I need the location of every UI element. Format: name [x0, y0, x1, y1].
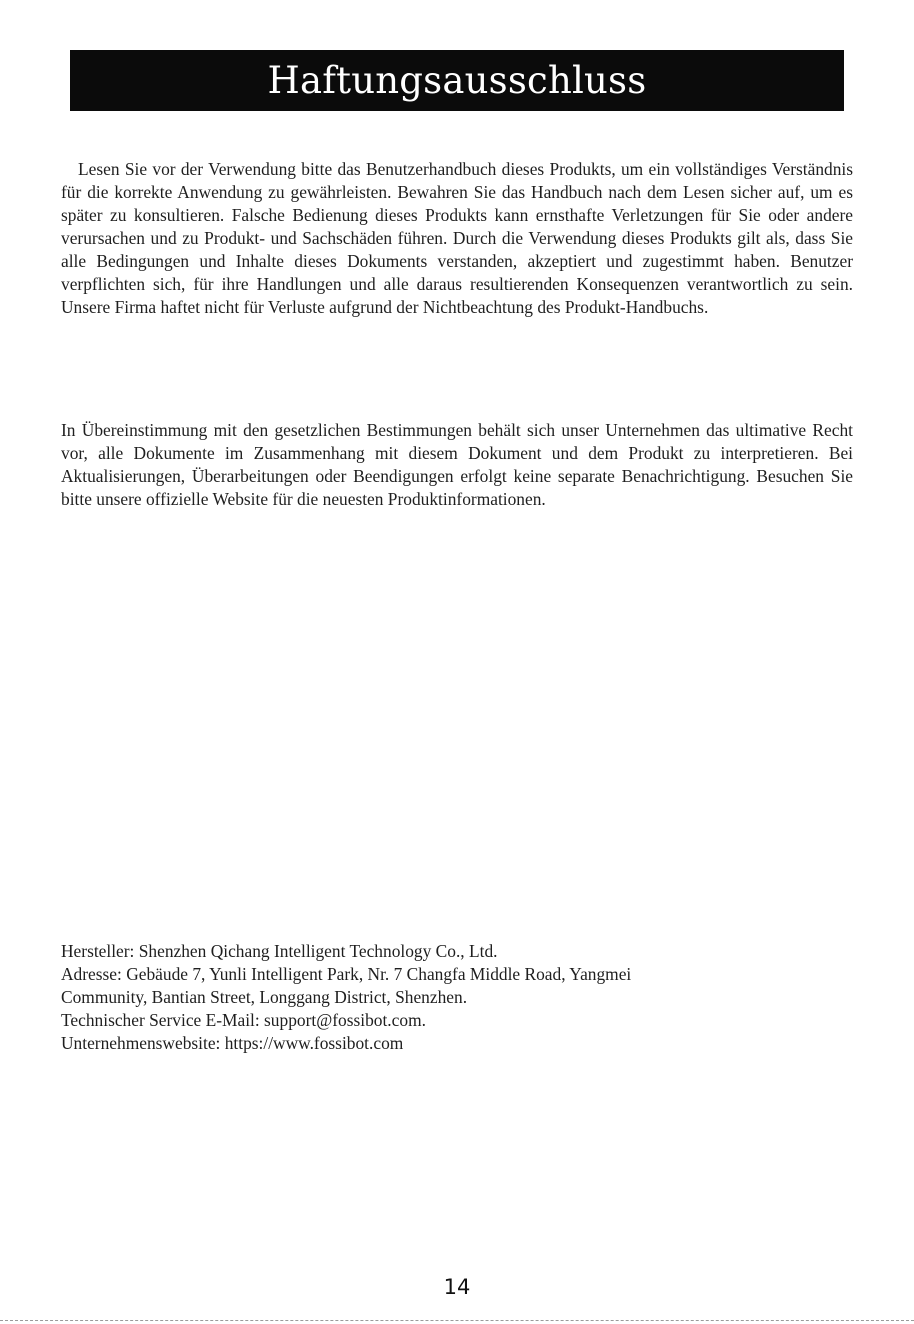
- manufacturer-line: Hersteller: Shenzhen Qichang Intelligent Technology Co., Ltd.: [61, 941, 498, 961]
- website-line: Unternehmenswebsite: https://www.fossibot.com: [61, 1033, 404, 1053]
- support-email-line: Technischer Service E-Mail: support@fossibot.com.: [61, 1010, 426, 1030]
- disclaimer-paragraph-1: Lesen Sie vor der Verwendung bitte das Benutzerhandbuch dieses Produkts, um ein vollständiges Verständnis für die korrekte Anwendung zu gewährleisten. Bewahren Sie das Handbuch nach dem Lesen sicher auf, um es später zu konsultieren. Falsche Bedienung dieses Produkts kann ernsthafte Verletzungen für Sie oder andere verursachen und zu Produkt- und Sachschäden führen. Durch die Verwendung dieses Produkts gilt als, dass Sie alle Bedingungen und Inhalte dieses Dokuments verstanden, akzeptiert und zugestimmt haben. Benutzer verpflichten sich, für ihre Handlungen und alle daraus resultierenden Konsequenzen verantwortlich zu sein. Unsere Firma haftet nicht für Verluste aufgrund der Nichtbeachtung des Produkt-Handbuchs.: [61, 159, 853, 317]
- disclaimer-paragraph-2: In Übereinstimmung mit den gesetzlichen Bestimmungen behält sich unser Unternehmen das ultimative Recht vor, alle Dokumente im Zusammenhang mit diesem Dokument und dem Produkt zu interpretieren. Bei Aktualisierungen, Überarbeitungen oder Beendigungen erfolgt keine separate Benachrichtigung. Besuchen Sie bitte unsere offizielle Website für die neuesten Produktinformationen.: [61, 420, 853, 509]
- bottom-divider: [0, 1320, 914, 1321]
- contact-block: [61, 940, 853, 1055]
- address-line-1: Adresse: Gebäude 7, Yunli Intelligent Park, Nr. 7 Changfa Middle Road, Yangmei: [61, 964, 632, 984]
- page-number: 14: [443, 1275, 471, 1299]
- page-title: Haftungsausschluss: [267, 59, 647, 102]
- address-line-2: Community, Bantian Street, Longgang District, Shenzhen.: [61, 987, 468, 1007]
- title-banner: [70, 50, 844, 111]
